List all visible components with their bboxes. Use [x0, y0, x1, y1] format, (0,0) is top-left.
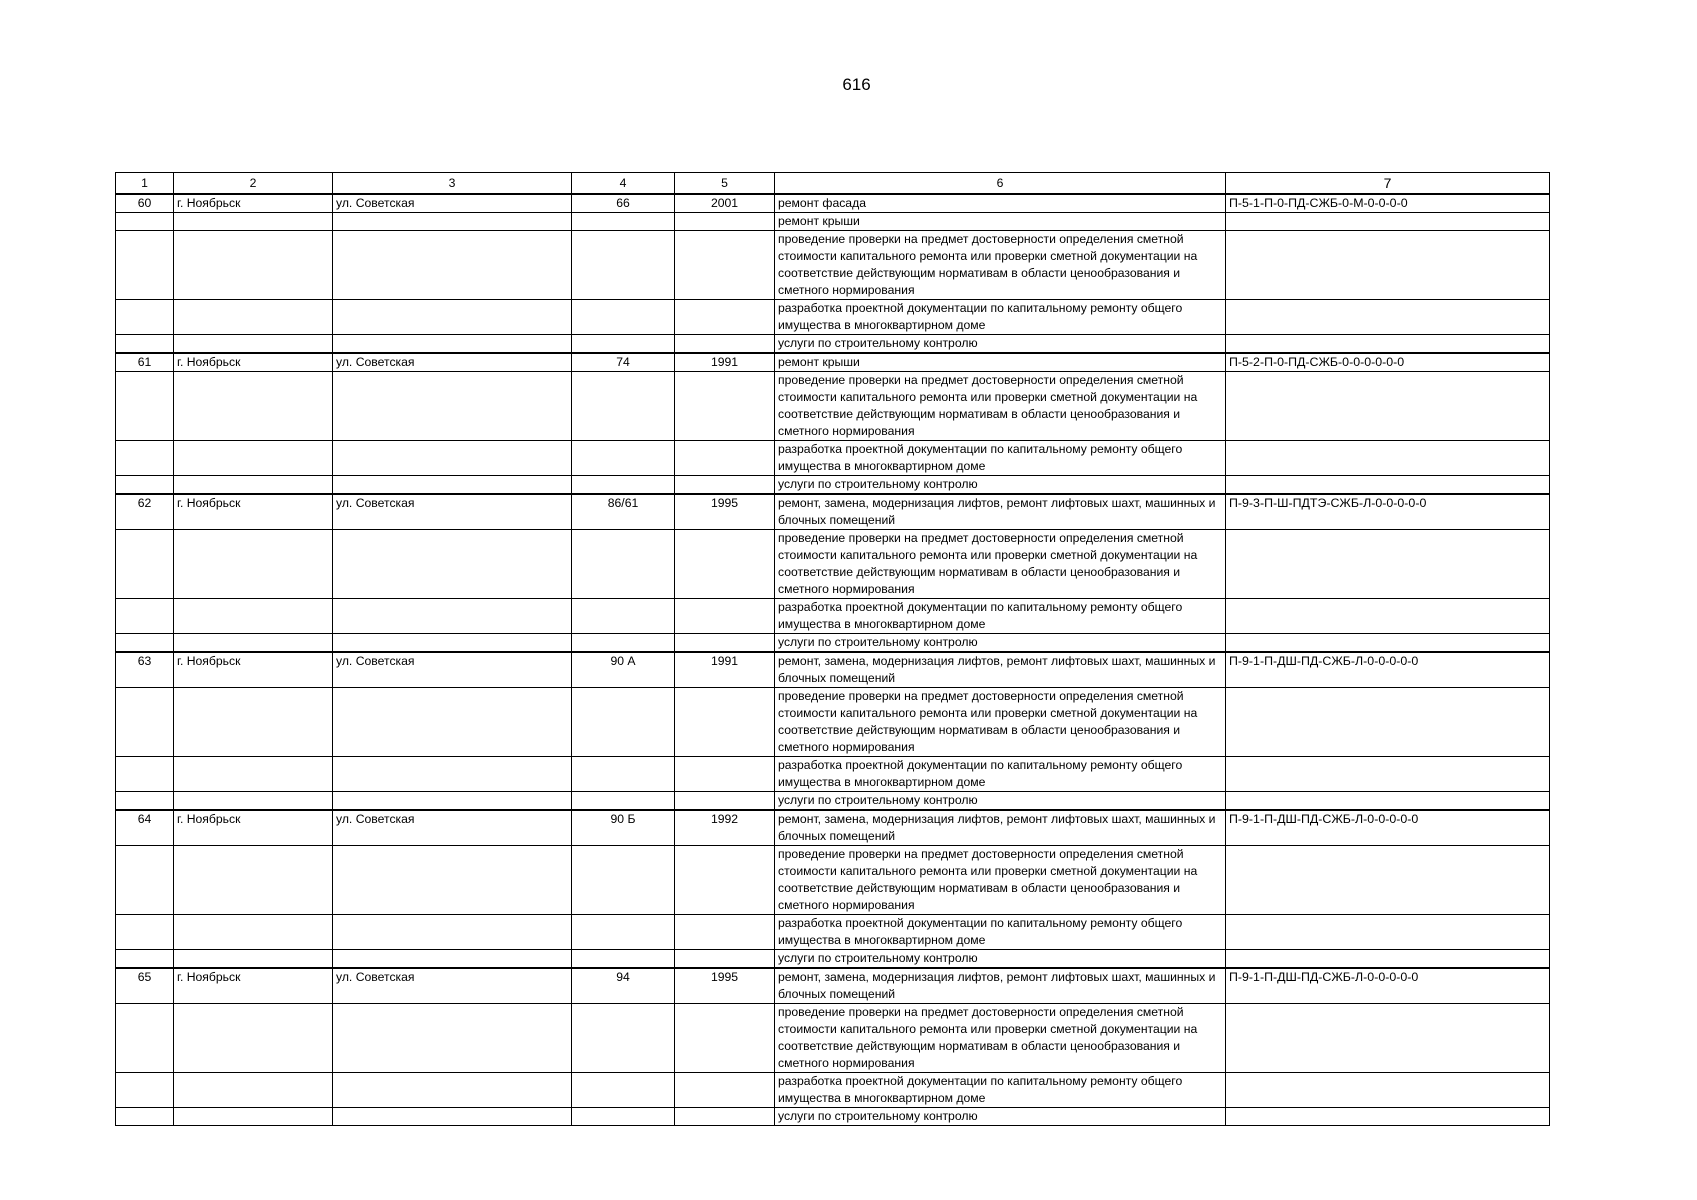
house-number-cell: 90 А [572, 652, 675, 688]
cipher-cell [1226, 300, 1550, 335]
object-number-cell [116, 1004, 174, 1073]
street-cell [333, 915, 572, 950]
street-cell [333, 688, 572, 757]
house-number-cell [572, 300, 675, 335]
object-number-cell [116, 372, 174, 441]
work-type-cell: услуги по строительному контролю [775, 476, 1226, 495]
street-cell [333, 1004, 572, 1073]
work-type-cell: услуги по строительному контролю [775, 1108, 1226, 1126]
object-number-cell [116, 599, 174, 634]
object-number-cell: 62 [116, 494, 174, 530]
house-number-cell [572, 372, 675, 441]
city-cell [174, 476, 333, 495]
table-row [116, 1073, 1550, 1108]
house-number-cell: 74 [572, 353, 675, 372]
work-type-cell: проведение проверки на предмет достоверности определения сметной стоимости капитального ремонта или проверки сметной документации на соответствие действующим нормативам в области ценообразования и сметного нормирования [775, 688, 1226, 757]
repair-registry-table [115, 172, 1550, 1126]
work-type-cell: ремонт, замена, модернизация лифтов, ремонт лифтовых шахт, машинных и блочных помещений [775, 810, 1226, 846]
city-cell: г. Ноябрьск [174, 968, 333, 1004]
city-cell [174, 1073, 333, 1108]
header-cell-7: 7 [1226, 173, 1550, 195]
work-type-cell: разработка проектной документации по капитальному ремонту общего имущества в многоквартирном доме [775, 441, 1226, 476]
year-built-cell: 1995 [675, 494, 775, 530]
table-row [116, 231, 1550, 300]
cipher-cell: П-9-3-П-Ш-ПДТЭ-СЖБ-Л-0-0-0-0-0 [1226, 494, 1550, 530]
work-type-cell: разработка проектной документации по капитальному ремонту общего имущества в многоквартирном доме [775, 757, 1226, 792]
work-type-cell: проведение проверки на предмет достоверности определения сметной стоимости капитального ремонта или проверки сметной документации на соответствие действующим нормативам в области ценообразования и сметного нормирования [775, 530, 1226, 599]
house-number-cell [572, 441, 675, 476]
object-number-cell [116, 792, 174, 811]
year-built-cell [675, 634, 775, 653]
work-type-cell: услуги по строительному контролю [775, 335, 1226, 354]
table-row [116, 194, 1550, 213]
city-cell [174, 1108, 333, 1126]
page-number: 616 [842, 75, 871, 94]
cipher-cell [1226, 1108, 1550, 1126]
work-type-cell: разработка проектной документации по капитальному ремонту общего имущества в многоквартирном доме [775, 1073, 1226, 1108]
object-number-cell [116, 1108, 174, 1126]
street-cell [333, 530, 572, 599]
work-type-cell: ремонт крыши [775, 213, 1226, 231]
work-type-cell: проведение проверки на предмет достоверности определения сметной стоимости капитального ремонта или проверки сметной документации на соответствие действующим нормативам в области ценообразования и сметного нормирования [775, 846, 1226, 915]
header-cell-3: 3 [333, 173, 572, 195]
city-cell: г. Ноябрьск [174, 353, 333, 372]
street-cell [333, 300, 572, 335]
object-number-cell: 65 [116, 968, 174, 1004]
house-number-cell: 86/61 [572, 494, 675, 530]
object-number-cell [116, 300, 174, 335]
work-type-cell: услуги по строительному контролю [775, 634, 1226, 653]
cipher-cell [1226, 1073, 1550, 1108]
city-cell [174, 213, 333, 231]
work-type-cell: проведение проверки на предмет достоверности определения сметной стоимости капитального ремонта или проверки сметной документации на соответствие действующим нормативам в области ценообразования и сметного нормирования [775, 372, 1226, 441]
year-built-cell [675, 372, 775, 441]
city-cell: г. Ноябрьск [174, 652, 333, 688]
city-cell [174, 335, 333, 354]
street-cell: ул. Советская [333, 810, 572, 846]
house-number-cell [572, 792, 675, 811]
street-cell [333, 441, 572, 476]
house-number-cell [572, 1108, 675, 1126]
cipher-cell [1226, 335, 1550, 354]
street-cell: ул. Советская [333, 194, 572, 213]
work-type-cell: разработка проектной документации по капитальному ремонту общего имущества в многоквартирном доме [775, 599, 1226, 634]
object-number-cell [116, 476, 174, 495]
house-number-cell [572, 688, 675, 757]
table-row [116, 530, 1550, 599]
work-type-cell: ремонт, замена, модернизация лифтов, ремонт лифтовых шахт, машинных и блочных помещений [775, 494, 1226, 530]
work-type-cell: проведение проверки на предмет достоверности определения сметной стоимости капитального ремонта или проверки сметной документации на соответствие действующим нормативам в области ценообразования и сметного нормирования [775, 1004, 1226, 1073]
table-body [116, 173, 1550, 1126]
year-built-cell [675, 1108, 775, 1126]
object-number-cell: 60 [116, 194, 174, 213]
work-type-cell: услуги по строительному контролю [775, 950, 1226, 969]
header-row [116, 173, 1550, 195]
table-row [116, 1004, 1550, 1073]
cipher-cell [1226, 634, 1550, 653]
year-built-cell: 1995 [675, 968, 775, 1004]
cipher-cell: П-5-1-П-0-ПД-СЖБ-0-М-0-0-0-0 [1226, 194, 1550, 213]
header-cell-4: 4 [572, 173, 675, 195]
table-row [116, 353, 1550, 372]
house-number-cell [572, 599, 675, 634]
street-cell [333, 476, 572, 495]
house-number-cell: 90 Б [572, 810, 675, 846]
table-row [116, 810, 1550, 846]
year-built-cell: 1992 [675, 810, 775, 846]
work-type-cell: ремонт крыши [775, 353, 1226, 372]
header-cell-1: 1 [116, 173, 174, 195]
street-cell [333, 846, 572, 915]
cipher-cell [1226, 231, 1550, 300]
street-cell: ул. Советская [333, 652, 572, 688]
cipher-cell [1226, 757, 1550, 792]
header-cell-5: 5 [675, 173, 775, 195]
table-row [116, 634, 1550, 653]
table-row [116, 968, 1550, 1004]
house-number-cell [572, 757, 675, 792]
table-row [116, 372, 1550, 441]
city-cell [174, 950, 333, 969]
year-built-cell [675, 1004, 775, 1073]
table-row [116, 335, 1550, 354]
street-cell [333, 634, 572, 653]
city-cell [174, 634, 333, 653]
year-built-cell [675, 441, 775, 476]
work-type-cell: разработка проектной документации по капитальному ремонту общего имущества в многоквартирном доме [775, 300, 1226, 335]
street-cell [333, 213, 572, 231]
object-number-cell: 63 [116, 652, 174, 688]
street-cell [333, 950, 572, 969]
city-cell: г. Ноябрьск [174, 810, 333, 846]
table-row [116, 599, 1550, 634]
work-type-cell: ремонт, замена, модернизация лифтов, ремонт лифтовых шахт, машинных и блочных помещений [775, 968, 1226, 1004]
year-built-cell [675, 300, 775, 335]
work-type-cell: проведение проверки на предмет достоверности определения сметной стоимости капитального ремонта или проверки сметной документации на соответствие действующим нормативам в области ценообразования и сметного нормирования [775, 231, 1226, 300]
house-number-cell [572, 530, 675, 599]
object-number-cell [116, 335, 174, 354]
table-row [116, 846, 1550, 915]
year-built-cell [675, 476, 775, 495]
year-built-cell [675, 846, 775, 915]
cipher-cell [1226, 846, 1550, 915]
year-built-cell [675, 335, 775, 354]
object-number-cell [116, 231, 174, 300]
year-built-cell: 1991 [675, 652, 775, 688]
house-number-cell: 94 [572, 968, 675, 1004]
table-row [116, 494, 1550, 530]
header-cell-2: 2 [174, 173, 333, 195]
cipher-cell: П-9-1-П-ДШ-ПД-СЖБ-Л-0-0-0-0-0 [1226, 810, 1550, 846]
house-number-cell [572, 950, 675, 969]
year-built-cell [675, 688, 775, 757]
street-cell: ул. Советская [333, 494, 572, 530]
house-number-cell [572, 213, 675, 231]
house-number-cell [572, 915, 675, 950]
house-number-cell [572, 231, 675, 300]
year-built-cell [675, 530, 775, 599]
object-number-cell [116, 1073, 174, 1108]
street-cell: ул. Советская [333, 968, 572, 1004]
year-built-cell [675, 915, 775, 950]
cipher-cell: П-9-1-П-ДШ-ПД-СЖБ-Л-0-0-0-0-0 [1226, 652, 1550, 688]
city-cell [174, 441, 333, 476]
object-number-cell [116, 688, 174, 757]
cipher-cell [1226, 688, 1550, 757]
city-cell [174, 300, 333, 335]
house-number-cell [572, 846, 675, 915]
cipher-cell [1226, 599, 1550, 634]
object-number-cell [116, 634, 174, 653]
house-number-cell: 66 [572, 194, 675, 213]
table-row [116, 652, 1550, 688]
year-built-cell [675, 950, 775, 969]
city-cell [174, 599, 333, 634]
year-built-cell [675, 213, 775, 231]
year-built-cell: 2001 [675, 194, 775, 213]
street-cell [333, 599, 572, 634]
house-number-cell [572, 476, 675, 495]
cipher-cell [1226, 213, 1550, 231]
street-cell [333, 335, 572, 354]
cipher-cell [1226, 530, 1550, 599]
year-built-cell [675, 792, 775, 811]
cipher-cell: П-5-2-П-0-ПД-СЖБ-0-0-0-0-0-0 [1226, 353, 1550, 372]
table-row [116, 476, 1550, 495]
cipher-cell [1226, 441, 1550, 476]
table-row [116, 688, 1550, 757]
cipher-cell [1226, 372, 1550, 441]
object-number-cell [116, 915, 174, 950]
table-row [116, 441, 1550, 476]
cipher-cell [1226, 476, 1550, 495]
header-cell-6: 6 [775, 173, 1226, 195]
street-cell [333, 231, 572, 300]
object-number-cell: 64 [116, 810, 174, 846]
cipher-cell [1226, 915, 1550, 950]
city-cell [174, 915, 333, 950]
year-built-cell: 1991 [675, 353, 775, 372]
city-cell [174, 1004, 333, 1073]
city-cell [174, 231, 333, 300]
city-cell [174, 792, 333, 811]
street-cell: ул. Советская [333, 353, 572, 372]
object-number-cell [116, 441, 174, 476]
cipher-cell [1226, 792, 1550, 811]
street-cell [333, 757, 572, 792]
table-row [116, 950, 1550, 969]
street-cell [333, 372, 572, 441]
work-type-cell: услуги по строительному контролю [775, 792, 1226, 811]
street-cell [333, 792, 572, 811]
street-cell [333, 1108, 572, 1126]
city-cell [174, 530, 333, 599]
work-type-cell: разработка проектной документации по капитальному ремонту общего имущества в многоквартирном доме [775, 915, 1226, 950]
table-row [116, 757, 1550, 792]
house-number-cell [572, 335, 675, 354]
year-built-cell [675, 1073, 775, 1108]
object-number-cell [116, 213, 174, 231]
house-number-cell [572, 1004, 675, 1073]
object-number-cell [116, 950, 174, 969]
work-type-cell: ремонт фасада [775, 194, 1226, 213]
table-row [116, 915, 1550, 950]
year-built-cell [675, 757, 775, 792]
city-cell [174, 688, 333, 757]
city-cell [174, 372, 333, 441]
city-cell: г. Ноябрьск [174, 194, 333, 213]
city-cell [174, 757, 333, 792]
house-number-cell [572, 634, 675, 653]
cipher-cell: П-9-1-П-ДШ-ПД-СЖБ-Л-0-0-0-0-0 [1226, 968, 1550, 1004]
table-row [116, 792, 1550, 811]
table-row [116, 213, 1550, 231]
street-cell [333, 1073, 572, 1108]
object-number-cell: 61 [116, 353, 174, 372]
house-number-cell [572, 1073, 675, 1108]
object-number-cell [116, 846, 174, 915]
cipher-cell [1226, 1004, 1550, 1073]
year-built-cell [675, 231, 775, 300]
city-cell [174, 846, 333, 915]
city-cell: г. Ноябрьск [174, 494, 333, 530]
work-type-cell: ремонт, замена, модернизация лифтов, ремонт лифтовых шахт, машинных и блочных помещений [775, 652, 1226, 688]
year-built-cell [675, 599, 775, 634]
object-number-cell [116, 757, 174, 792]
table-row [116, 300, 1550, 335]
table-row [116, 1108, 1550, 1126]
cipher-cell [1226, 950, 1550, 969]
object-number-cell [116, 530, 174, 599]
